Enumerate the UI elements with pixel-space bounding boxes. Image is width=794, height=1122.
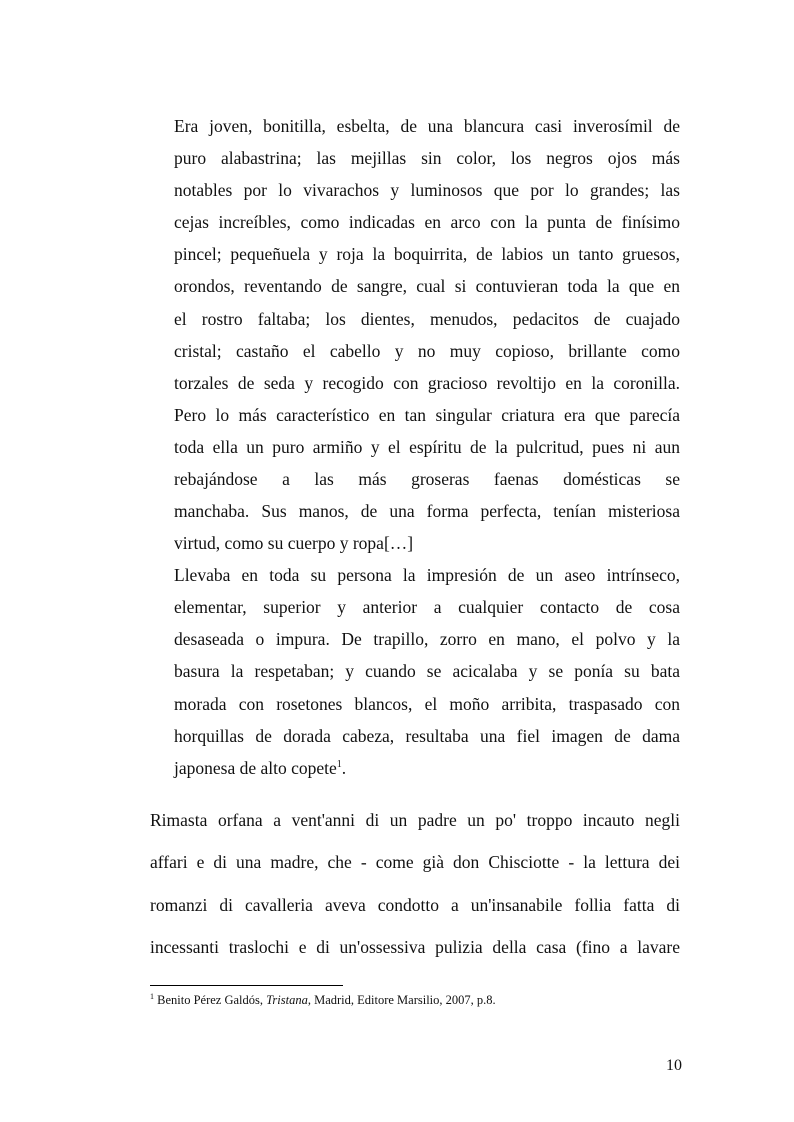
quote-line: Llevaba en toda su persona la impresión de un aseo intrínseco,: [174, 565, 680, 585]
footnote-marker: 1: [150, 992, 154, 1001]
quote-line: desaseada o impura. De trapillo, zorro en mano, el polvo y la: [174, 629, 680, 649]
quote-line: cejas increíbles, como indicadas en arco con la punta de finísimo: [174, 212, 680, 232]
quote-line: manchaba. Sus manos, de una forma perfecta, tenían misteriosa: [174, 501, 680, 521]
quote-line: orondos, reventando de sangre, cual si contuvieran toda la que en: [174, 276, 680, 296]
quote-line: cristal; castaño el cabello y no muy copioso, brillante como: [174, 341, 680, 361]
quote-line: basura la respetaban; y cuando se acicalaba y se ponía su bata: [174, 661, 680, 681]
quote-line: el rostro faltaba; los dientes, menudos, pedacitos de cuajado: [174, 309, 680, 329]
quote-line: morada con rosetones blancos, el moño arribita, traspasado con: [174, 694, 680, 714]
quote-line: notables por lo vivarachos y luminosos que por lo grandes; las: [174, 180, 680, 200]
body-line: Rimasta orfana a vent'anni di un padre un po' troppo incauto negli: [150, 810, 680, 830]
body-line: affari e di una madre, che - come già don Chisciotte - la lettura dei: [150, 852, 680, 872]
quote-line: Era joven, bonitilla, esbelta, de una blancura casi inverosímil de: [174, 116, 680, 136]
quote-last-line: [174, 758, 680, 778]
footnote-author: Benito Pérez Galdós,: [154, 993, 267, 1007]
footnote-reference[interactable]: 1: [336, 759, 342, 770]
quote-line: virtud, como su cuerpo y ropa[…]: [174, 533, 414, 553]
footnote-title: Tristana: [266, 993, 308, 1007]
footnote-details: , Madrid, Editore Marsilio, 2007, p.8.: [307, 993, 496, 1007]
quote-line: toda ella un puro armiño y el espíritu de la pulcritud, pues ni aun: [174, 437, 680, 457]
body-line: incessanti traslochi e di un'ossessiva pulizia della casa (fino a lavare: [150, 937, 680, 957]
quote-last-line-text: japonesa de alto copete: [174, 758, 337, 778]
page-number: 10: [666, 1057, 682, 1074]
quote-line: puro alabastrina; las mejillas sin color, los negros ojos más: [174, 148, 680, 168]
quote-line: pincel; pequeñuela y roja la boquirrita, de labios un tanto gruesos,: [174, 244, 680, 264]
quote-line: elementar, superior y anterior a cualquier contacto de cosa: [174, 597, 680, 617]
quote-line: torzales de seda y recogido con gracioso revoltijo en la coronilla.: [174, 373, 680, 393]
quote-last-line-end: .: [341, 758, 347, 778]
footnote-separator: [150, 985, 343, 986]
quote-line: rebajándose a las más groseras faenas domésticas se: [174, 469, 680, 489]
footnote: [150, 992, 496, 1008]
quote-line: Pero lo más característico en tan singular criatura era que parecía: [174, 405, 680, 425]
quote-line: horquillas de dorada cabeza, resultaba una fiel imagen de dama: [174, 726, 680, 746]
body-line: romanzi di cavalleria aveva condotto a un'insanabile follia fatta di: [150, 895, 680, 915]
